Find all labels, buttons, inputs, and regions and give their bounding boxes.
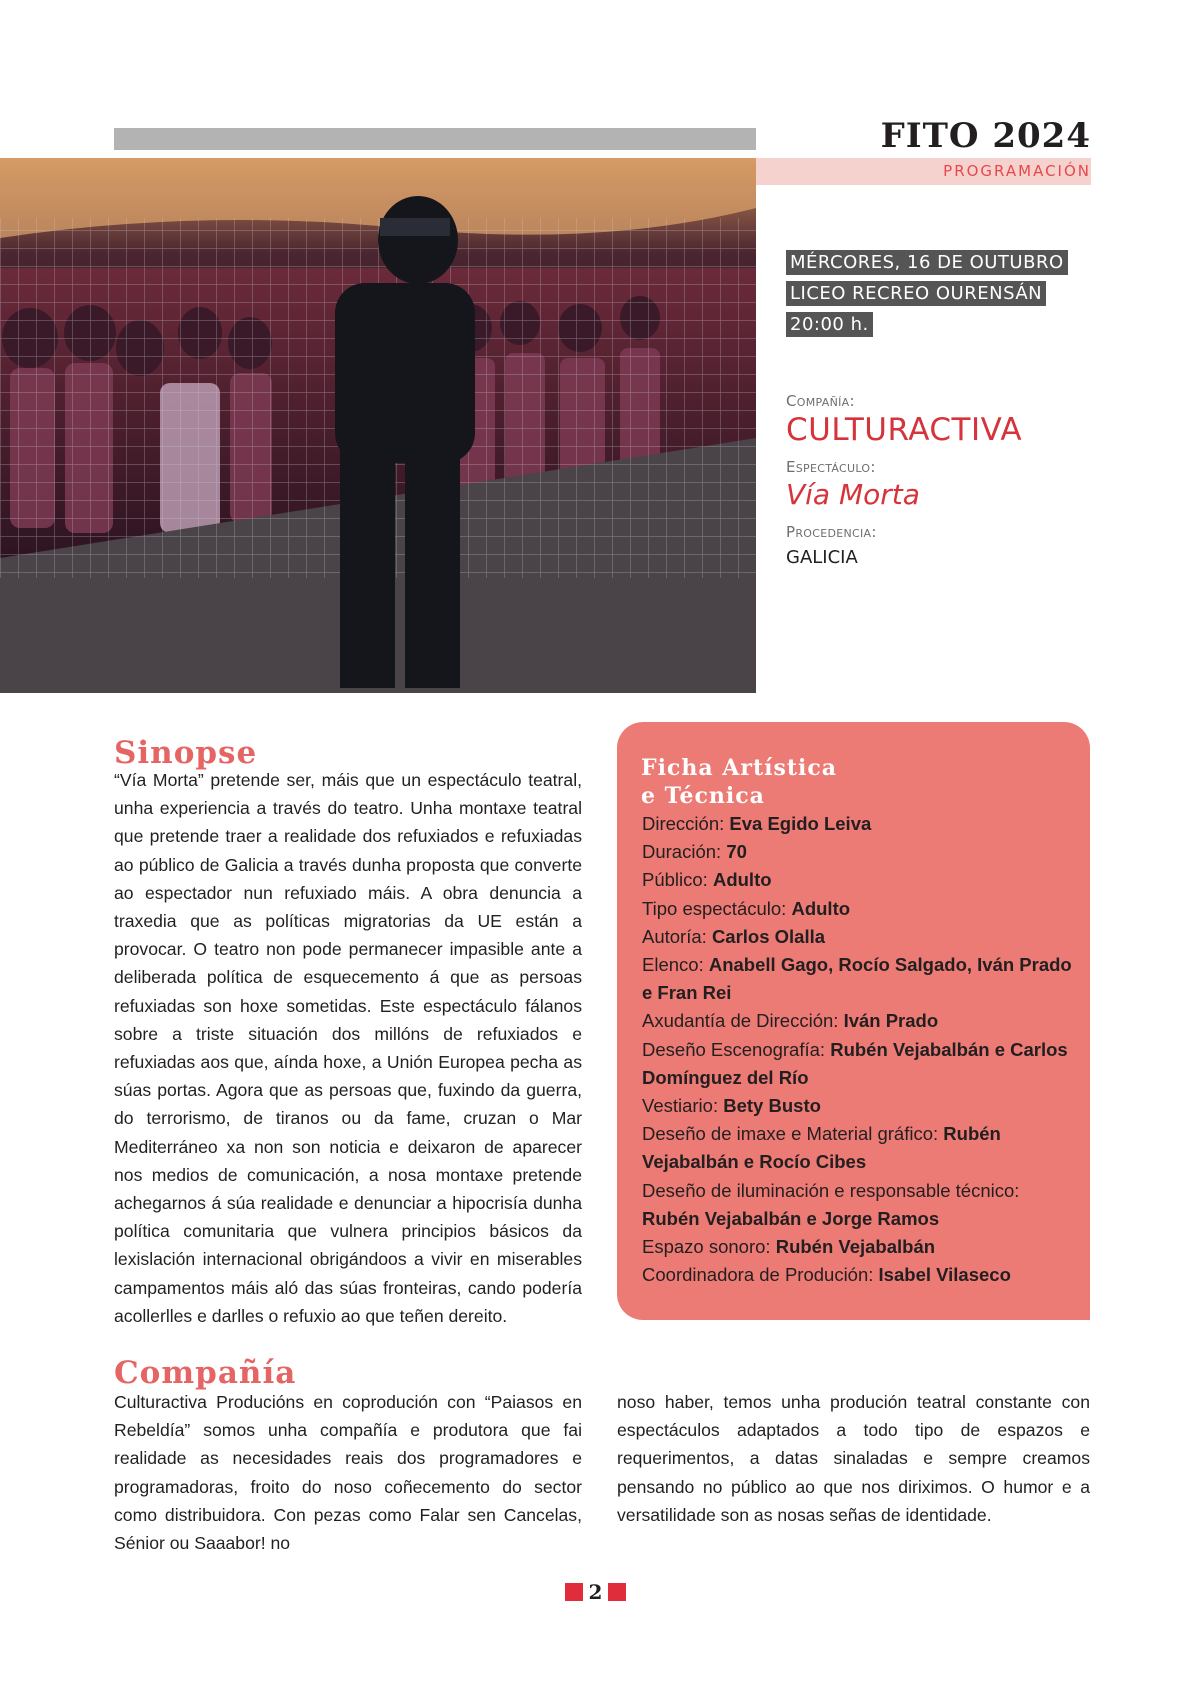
credit-item: Axudantía de Dirección: Iván Prado — [642, 1010, 939, 1032]
origin: GALICIA — [786, 547, 858, 568]
footer-square-left — [565, 1583, 583, 1601]
sinopse-heading: Sinopse — [114, 735, 258, 771]
compania-text-col1: Culturactiva Producións en coprodución con “Paiasos en Rebeldía” somos unha compañía e produtora que fai realidade as necesidades reais dos programadores e programadoras, froito do noso coñecemento do sector como distribuidora. Con pezas como Falar sen Cancelas, Sénior ou Saaabor! no — [114, 1392, 582, 1554]
section-label: PROGRAMACIÓN — [943, 162, 1091, 180]
festival-title: FITO 2024 — [880, 116, 1091, 156]
event-time: 20:00 h. — [786, 312, 873, 337]
credit-item: Público: Adulto — [642, 869, 772, 891]
company-label: Compañía: — [786, 392, 855, 410]
credit-item: Deseño Escenografía: Rubén Vejabalbán e Carlos Domínguez del Río — [642, 1038, 1068, 1088]
sinopse-text: “Vía Morta” pretende ser, máis que un espectáculo teatral, unha experiencia a través do teatro. Unha montaxe teatral que pretende traer a realidade dos refuxiados e refuxiadas ao público de Galicia a través dunha proposta que converte ao espectador nun refuxiado máis. A obra denuncia a traxedia que as políticas migratorias da UE están a provocar. O teatro non pode permanecer impasible ante a deliberada política de esquecemento á que as persoas refuxiadas son hoxe sometidas. Este espectáculo fálanos sobre a triste situación dos millóns de refuxiados e refuxiadas aos que, aínda hoxe, a Unión Europea pecha as súas portas. Agora que as persoas que, fuxindo da guerra, do terrorismo, de tiranos ou da fame, cruzan o Mar Mediterráneo xa non son noticia e deixaron de aparecer nos medios de comunicación, a nosa montaxe pretende achegarnos á súa realidade e denunciar a hipocrisía dunha política comunitaria que vulnera principios básicos da lexislación internacional obrigándoos a vivir en miserables campamentos máis aló das súas fronteiras, cando podería acollerlles e darlles o refuxio ao que teñen dereito. — [114, 770, 582, 1326]
page-footer — [0, 1580, 1191, 1604]
credit-item: Autoría: Carlos Olalla — [642, 925, 826, 947]
ficha-title — [641, 754, 837, 810]
header-gray-bar — [114, 128, 756, 150]
credit-item: Espazo sonoro: Rubén Vejabalbán — [642, 1236, 936, 1258]
compania-heading: Compañía — [114, 1355, 297, 1391]
company-name: CULTURACTIVA — [786, 412, 1023, 448]
compania-text-col2: noso haber, temos unha produción teatral constante con espectáculos adaptados a todo tipo de espazos e requerimentos, a datas sinaladas e sempre creamos pensando no público ao que nos diriximos. O humor e a versatilidade son as nosas señas de identidade. — [617, 1392, 1090, 1525]
credit-item: Dirección: Eva Egido Leiva — [642, 813, 872, 834]
ficha-title-line1: Ficha Artística — [641, 755, 838, 781]
credit-item: Vestiario: Bety Busto — [642, 1095, 821, 1117]
credit-item: Coordinadora de Produción: Isabel Vilaseco — [642, 1264, 1011, 1286]
show-name: Vía Morta — [786, 478, 920, 511]
credit-item: Elenco: Anabell Gago, Rocío Salgado, Iván Prado e Fran Rei — [642, 954, 1072, 1004]
event-info — [786, 250, 1068, 343]
credit-item: Deseño de iluminación e responsable técnico: Rubén Vejabalbán e Jorge Ramos — [642, 1179, 1020, 1229]
company-block — [786, 392, 1022, 568]
page-number: 2 — [588, 1580, 603, 1604]
show-label: Espectáculo: — [786, 458, 876, 476]
event-venue: LICEO RECREO OURENSÁN — [786, 281, 1046, 306]
origin-label: Procedencia: — [786, 523, 877, 541]
credit-item: Tipo espectáculo: Adulto — [642, 897, 851, 919]
credits-list — [642, 810, 1082, 1289]
production-photo — [0, 158, 756, 693]
ficha-tecnica-box — [617, 722, 1090, 1320]
credit-item: Duración: 70 — [642, 841, 747, 863]
footer-square-right — [608, 1583, 626, 1601]
event-date: MÉRCORES, 16 DE OUTUBRO — [786, 250, 1068, 275]
credit-item: Deseño de imaxe e Material gráfico: Rubén Vejabalbán e Rocío Cibes — [642, 1123, 1001, 1173]
ficha-title-line2: e Técnica — [641, 783, 765, 809]
